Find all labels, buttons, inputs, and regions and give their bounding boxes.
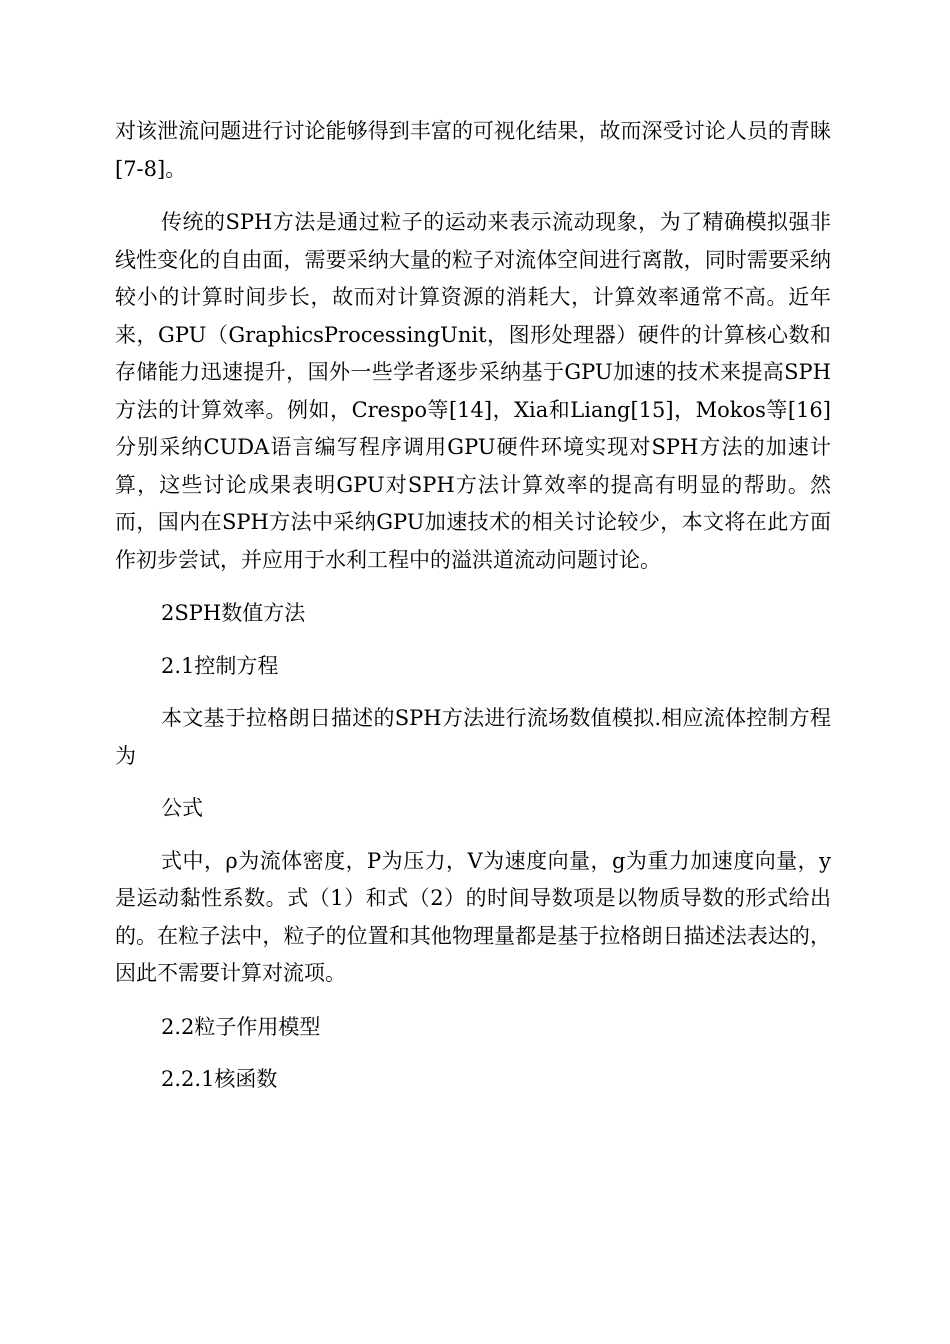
subsection-heading-governing-equations: 2.1控制方程 bbox=[161, 653, 279, 678]
section-heading-sph-method: 2SPH数值方法 bbox=[161, 601, 306, 625]
subsubsection-heading-kernel-function: 2.2.1核函数 bbox=[161, 1067, 278, 1091]
formula-placeholder: 公式 bbox=[161, 796, 203, 820]
subsection-heading-particle-model: 2.2粒子作用模型 bbox=[161, 1014, 321, 1039]
document-body bbox=[115, 113, 831, 1099]
paragraph-gpu-acceleration: 传统的SPH方法是通过粒子的运动来表示流动现象，为了精确模拟强非线性变化的自由面，需要采纳大量的粒子对流体空间进行离散，同时需要采纳较小的计算时间步长，故而对计算资源的消耗大，计算效率通常不高。近年来，GPU（GraphicsProcessingUnit，图形处理器）硬件的计算核心数和存储能力迅速提升，国外一些学者逐步采纳基于GPU加速的技术来提高SPH方法的计算效率。例如，Crespo等[14]，Xia和Liang[15]，Mokos等[16]分别采纳CUDA语言编写程序调用GPU硬件环境实现对SPH方法的加速计算，这些讨论成果表明GPU对SPH方法计算效率的提高有明显的帮助。然而，国内在SPH方法中采纳GPU加速技术的相关讨论较少，本文将在此方面作初步尝试，并应用于水利工程中的溢洪道流动问题讨论。 bbox=[115, 210, 831, 572]
paragraph-variable-definitions: 式中，ρ为流体密度，P为压力，V为速度向量，g为重力加速度向量，y是运动黏性系数。式（1）和式（2）的时间导数项是以物质导数的形式给出的。在粒子法中，粒子的位置和其他物理量都是基于拉格朗日描述法表达的，因此不需要计算对流项。 bbox=[115, 848, 831, 985]
paragraph-continuation: 对该泄流问题进行讨论能够得到丰富的可视化结果，故而深受讨论人员的青睐[7-8]。 bbox=[115, 119, 831, 181]
paragraph-governing-equations: 本文基于拉格朗日描述的SPH方法进行流场数值模拟.相应流体控制方程为 bbox=[115, 706, 831, 768]
